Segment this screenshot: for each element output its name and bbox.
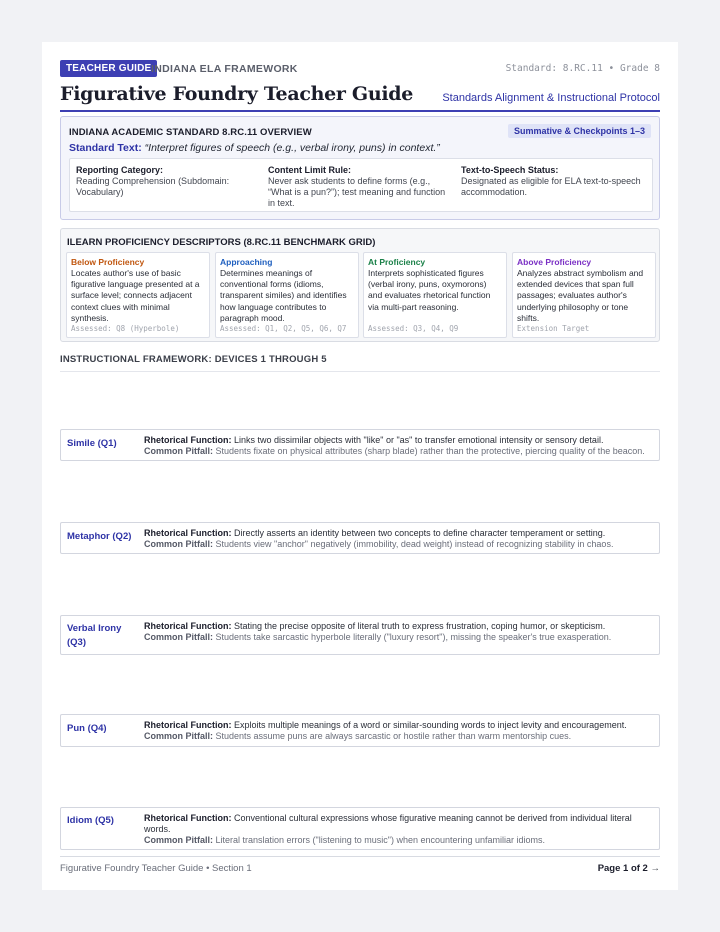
top-meta-line: [60, 60, 660, 78]
rhetorical-function: Rhetorical Function: Links two dissimilar objects with "like" or "as" to transfer emotional intensity or sensory detail.: [144, 435, 604, 445]
common-pitfall: Common Pitfall: Students take sarcastic hyperbole literally ("luxury resort"), missing the speaker's true exasperation.: [144, 631, 612, 642]
rhetorical-function: Rhetorical Function: Stating the precise opposite of literal truth to express frustration, coping humor, or skepticism.: [144, 621, 606, 631]
device-verbal-irony: [60, 615, 660, 655]
device-pun: [60, 714, 660, 747]
device-idiom: [60, 807, 660, 850]
reporting-category: Reporting Category: Reading Comprehension (Subdomain: Vocabulary): [76, 165, 230, 197]
level-assessed: Assessed: Q3, Q4, Q9: [368, 324, 459, 333]
standard-text-quote: “Interpret figures of speech (e.g., verbal irony, puns) in context.”: [144, 142, 440, 154]
device-simile: [60, 429, 660, 461]
overview-details: [69, 158, 653, 212]
level-label: Approaching: [220, 257, 273, 267]
common-pitfall: Common Pitfall: Literal translation errors ("listening to music") when encountering unfamiliar idioms.: [144, 834, 546, 845]
standard-text-label: Standard Text:: [69, 142, 142, 154]
tts-status: Text-to-Speech Status: Designated as eligible for ELA text-to-speech accommodation.: [461, 165, 641, 197]
guide-page: [42, 42, 678, 890]
page-indicator[interactable]: [598, 863, 660, 874]
page-footer: [60, 856, 660, 874]
device-name: Pun (Q4): [67, 723, 107, 734]
descriptor-below: [66, 252, 210, 338]
footer-section: Figurative Foundry Teacher Guide • Section 1: [60, 863, 252, 874]
rhetorical-function: Rhetorical Function: Exploits multiple meanings of a word or similar-sounding words to inject levity and encouragement.: [144, 720, 627, 730]
standard-overview-panel: [60, 116, 660, 220]
overview-heading: INDIANA ACADEMIC STANDARD 8.RC.11 OVERVIEW: [69, 127, 312, 138]
device-body: [144, 621, 654, 643]
common-pitfall: Common Pitfall: Students view "anchor" negatively (immobility, dead weight) instead of recognizing stability in chaos.: [144, 538, 614, 549]
page-subtitle: Standards Alignment & Instructional Protocol: [442, 92, 660, 104]
framework-label: INDIANA ELA FRAMEWORK: [151, 63, 298, 75]
rhetorical-function: Rhetorical Function: Conventional cultural expressions whose figurative meaning cannot be derived from individual literal words.: [144, 813, 632, 834]
rhetorical-function: Rhetorical Function: Directly asserts an identity between two concepts to define character temperament or setting.: [144, 528, 606, 538]
device-metaphor: [60, 522, 660, 554]
ilearn-heading: ILEARN PROFICIENCY DESCRIPTORS (8.RC.11 BENCHMARK GRID): [67, 237, 376, 248]
level-label: Below Proficiency: [71, 257, 145, 267]
level-label: At Proficiency: [368, 257, 426, 267]
descriptor-above: [512, 252, 656, 338]
level-description: Interprets sophisticated figures (verbal irony, puns, oxymorons) and evaluates rhetorical function via multi-part reasoning.: [368, 268, 491, 312]
standard-text: [69, 142, 440, 154]
device-body: [144, 720, 654, 742]
common-pitfall: Common Pitfall: Students fixate on physical attributes (sharp blade) rather than the protective, piercing quality of the beacon.: [144, 445, 645, 456]
descriptor-at: [363, 252, 507, 338]
title-bar: [60, 82, 660, 112]
next-page-arrow-icon[interactable]: →: [650, 863, 660, 874]
device-body: [144, 813, 654, 845]
summative-tag: Summative & Checkpoints 1–3: [508, 124, 651, 138]
ilearn-descriptors-panel: [60, 228, 660, 342]
level-description: Analyzes abstract symbolism and extended devices that span full passages; evaluates author's underlying philosophy or tone shifts.: [517, 268, 644, 323]
level-assessed: Extension Target: [517, 324, 590, 333]
descriptor-approaching: [215, 252, 359, 338]
page-content: [60, 60, 660, 874]
level-assessed: Assessed: Q1, Q2, Q5, Q6, Q7: [220, 324, 347, 333]
level-description: Locates author's use of basic figurative language presented at a surface level; connects adjacent context clues with minimal synthesis.: [71, 268, 200, 323]
device-name: Metaphor (Q2): [67, 531, 132, 542]
common-pitfall: Common Pitfall: Students assume puns are always sarcastic or hostile rather than warm mentorship cues.: [144, 730, 572, 741]
device-body: [144, 528, 654, 550]
level-description: Determines meanings of conventional forms (idioms, transparent similes) and identifies how language contributes to paragraph mood.: [220, 268, 347, 323]
content-limit-rule: Content Limit Rule: Never ask students to define forms (e.g., “What is a pun?”); test meaning and function in text.: [268, 165, 446, 208]
device-name: Verbal Irony (Q3): [67, 623, 122, 648]
page-title: Figurative Foundry Teacher Guide: [60, 83, 414, 105]
framework-heading: INSTRUCTIONAL FRAMEWORK: DEVICES 1 THROUGH 5: [60, 354, 660, 372]
teacher-guide-badge: TEACHER GUIDE: [60, 60, 157, 77]
device-name: Idiom (Q5): [67, 815, 114, 826]
page-number: Page 1 of 2: [597, 863, 648, 874]
device-body: [144, 435, 654, 457]
standard-meta: Standard: 8.RC.11 • Grade 8: [505, 63, 660, 74]
device-name: Simile (Q1): [67, 438, 117, 449]
level-label: Above Proficiency: [517, 257, 592, 267]
level-assessed: Assessed: Q8 (Hyperbole): [71, 324, 180, 333]
